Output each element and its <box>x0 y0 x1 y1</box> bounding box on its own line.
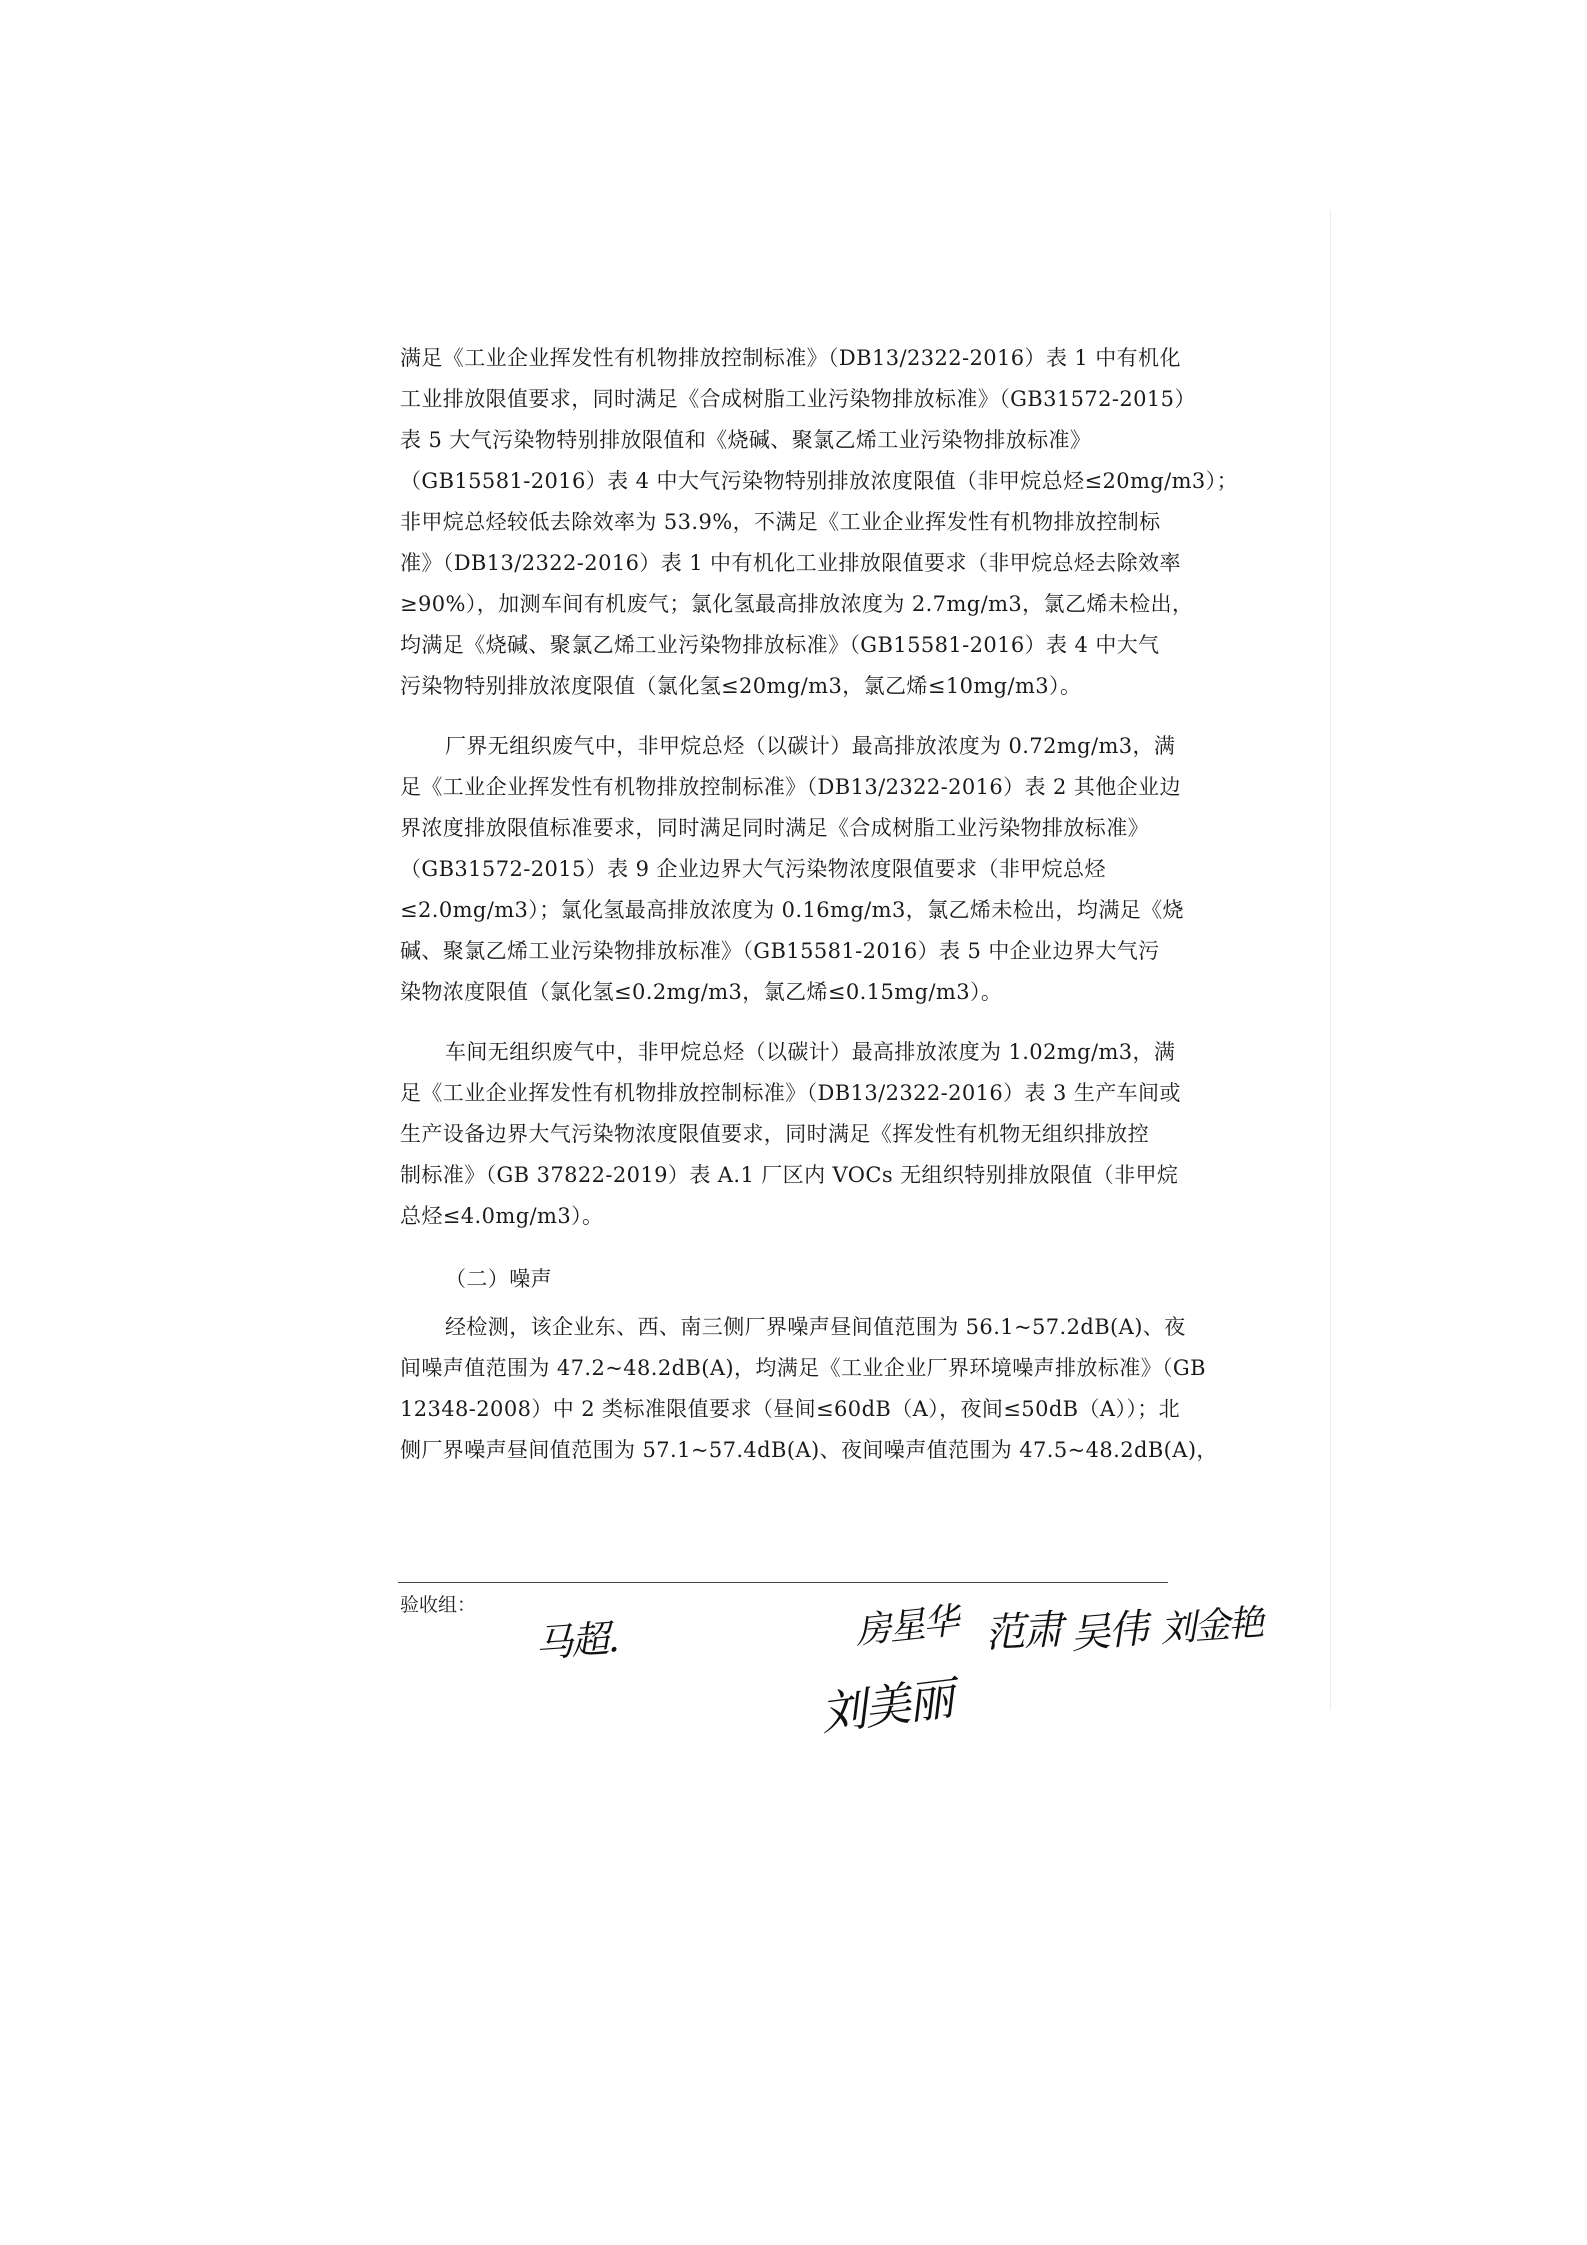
text-line: 间噪声值范围为 47.2~48.2dB(A)，均满足《工业企业厂界环境噪声排放标准》（GB <box>400 1356 1206 1380</box>
signature-label: 验收组： <box>400 1594 477 1616</box>
text-line: 碱、聚氯乙烯工业污染物排放标准》（GB15581-2016）表 5 中企业边界大气污 <box>400 939 1160 963</box>
text-line: 足《工业企业挥发性有机物排放控制标准》（DB13/2322-2016）表 3 生产车间或 <box>400 1081 1181 1105</box>
text-line: 准》（DB13/2322-2016）表 1 中有机化工业排放限值要求（非甲烷总烃去除效率 <box>400 551 1181 575</box>
text-line: （GB15581-2016）表 4 中大气污染物特别排放浓度限值（非甲烷总烃≤20mg/m3）； <box>400 469 1238 493</box>
text-line: 制标准》（GB 37822-2019）表 A.1 厂区内 VOCs 无组织特别排放限值（非甲烷 <box>400 1163 1179 1187</box>
page-edge <box>1330 210 1331 1710</box>
signature-rule <box>398 1582 1168 1583</box>
text-line: 满足《工业企业挥发性有机物排放控制标准》（DB13/2322-2016）表 1 中有机化 <box>400 346 1181 370</box>
text-line: ≤2.0mg/m3）；氯化氢最高排放浓度为 0.16mg/m3，氯乙烯未检出，均满足《烧 <box>400 898 1184 922</box>
text-line: （GB31572-2015）表 9 企业边界大气污染物浓度限值要求（非甲烷总烃 <box>400 857 1106 881</box>
section-heading-noise: （二）噪声 <box>445 1267 552 1291</box>
signature: 范肃 <box>984 1607 1063 1657</box>
signature: 马超. <box>533 1616 619 1666</box>
signature: 刘美丽 <box>817 1671 956 1741</box>
text-line: 车间无组织废气中，非甲烷总烃（以碳计）最高排放浓度为 1.02mg/m3，满 <box>445 1040 1176 1064</box>
text-line: 工业排放限值要求，同时满足《合成树脂工业污染物排放标准》（GB31572-2015） <box>400 387 1196 411</box>
text-line: 足《工业企业挥发性有机物排放控制标准》（DB13/2322-2016）表 2 其他企业边 <box>400 775 1181 799</box>
text-line: 均满足《烧碱、聚氯乙烯工业污染物排放标准》（GB15581-2016）表 4 中大气 <box>400 633 1160 657</box>
text-line: 厂界无组织废气中，非甲烷总烃（以碳计）最高排放浓度为 0.72mg/m3，满 <box>445 734 1176 758</box>
text-line: 侧厂界噪声昼间值范围为 57.1~57.4dB(A)、夜间噪声值范围为 47.5~48.2dB(A)， <box>400 1438 1218 1462</box>
text-line: 12348-2008）中 2 类标准限值要求（昼间≤60dB（A），夜间≤50dB（A））；北 <box>400 1397 1181 1421</box>
text-line: 污染物特别排放浓度限值（氯化氢≤20mg/m3，氯乙烯≤10mg/m3）。 <box>400 674 1082 698</box>
signature: 房星华 <box>853 1600 960 1653</box>
text-line: 经检测，该企业东、西、南三侧厂界噪声昼间值范围为 56.1~57.2dB(A)、夜 <box>445 1315 1186 1339</box>
signature: 刘金艳 <box>1158 1602 1264 1651</box>
text-line: 非甲烷总烃较低去除效率为 53.9%，不满足《工业企业挥发性有机物排放控制标 <box>400 510 1161 534</box>
text-line: 染物浓度限值（氯化氢≤0.2mg/m3，氯乙烯≤0.15mg/m3）。 <box>400 980 1003 1004</box>
text-line: 总烃≤4.0mg/m3）。 <box>400 1204 604 1228</box>
text-line: 界浓度排放限值标准要求，同时满足同时满足《合成树脂工业污染物排放标准》 <box>400 816 1149 840</box>
text-line: ≥90%），加测车间有机废气；氯化氢最高排放浓度为 2.7mg/m3，氯乙烯未检出， <box>400 592 1194 616</box>
text-line: 生产设备边界大气污染物浓度限值要求，同时满足《挥发性有机物无组织排放控 <box>400 1122 1149 1146</box>
text-line: 表 5 大气污染物特别排放限值和《烧碱、聚氯乙烯工业污染物排放标准》 <box>400 428 1092 452</box>
signature: 吴伟 <box>1068 1605 1149 1659</box>
